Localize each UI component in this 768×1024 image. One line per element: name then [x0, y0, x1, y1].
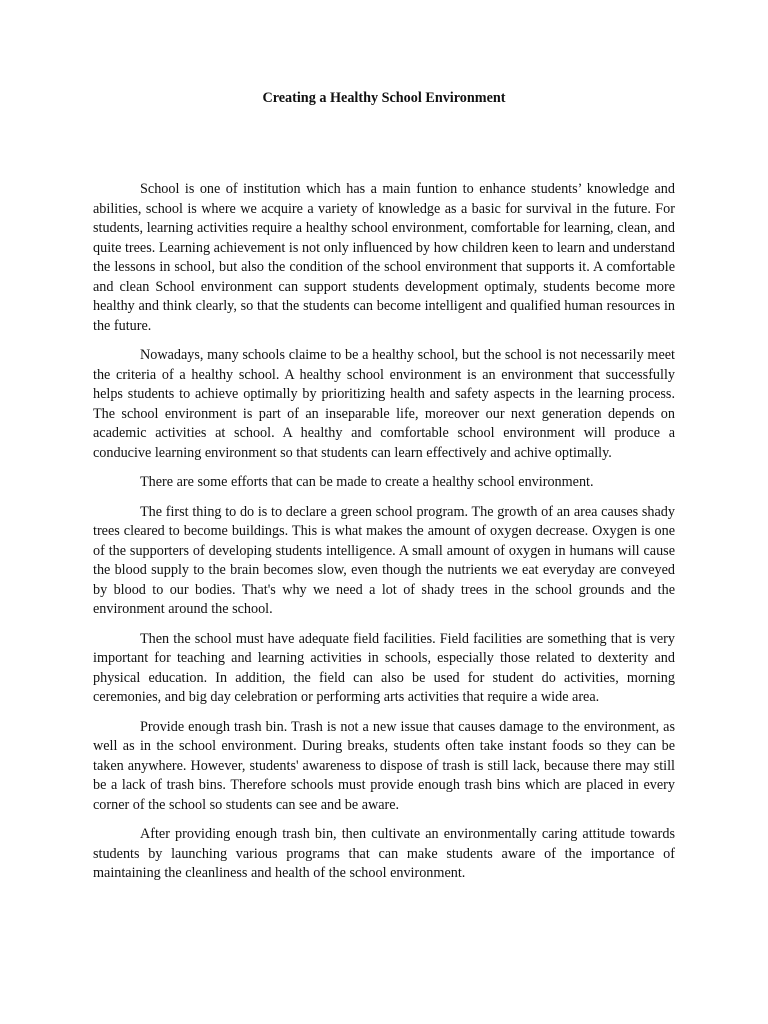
document-title: Creating a Healthy School Environment: [262, 90, 506, 106]
paragraph-healthy-school-criteria: Nowadays, many schools claime to be a healthy school, but the school is not necessarily meet the criteria of a healthy school. A healthy school environment is an environment that successfully helps students to achieve optimally by prioritizing health and safety aspects in the learning process. The school environment is part of an inseparable life, moreover our next generation depends on academic activities at school. A healthy and comfortable school environment will produce a conducive learning environment so that students can learn effectively and achive optimally.: [93, 347, 675, 461]
paragraph-field-facilities: Then the school must have adequate field facilities. Field facilities are something that is very important for teaching and learning activities in schools, especially those related to dexterity and physical education. In addition, the field can also be used for student do activities, morning ceremonies, and big day celebration or performing arts activities that require a wide area.: [93, 630, 675, 705]
paragraph-trash-bins: Provide enough trash bin. Trash is not a new issue that causes damage to the environment, as well as in the school environment. During breaks, students often take instant foods so they can be taken anywhere. However, students' awareness to dispose of trash is still lack, because there may still be a lack of trash bins. Therefore schools must provide enough trash bins which are placed in every corner of the school so students can see and be aware.: [93, 718, 675, 813]
paragraph-efforts-intro: There are some efforts that can be made to create a healthy school environment.: [140, 474, 594, 490]
paragraph-caring-attitude: After providing enough trash bin, then cultivate an environmentally caring attitude towards students by launching various programs that can make students aware of the importance of maintaining the cleanliness and health of the school environment.: [93, 826, 675, 881]
paragraph-intro: School is one of institution which has a main funtion to enhance students’ knowledge and abilities, school is where we acquire a variety of knowledge as a basic for survival in the future. For students, learning activities require a healthy school environment, comfortable for learning, clean, and quite trees. Learning achievement is not only influenced by how children keen to learn and understand the lessons in school, but also the condition of the school environment that supports it. A comfortable and clean School environment can support students development optimaly, students become more healthy and think clearly, so that the students can become intelligent and qualified human resources in the future.: [93, 181, 675, 334]
document-body: [93, 180, 675, 894]
paragraph-green-school: The first thing to do is to declare a green school program. The growth of an area causes shady trees cleared to become buildings. This is what makes the amount of oxygen decrease. Oxygen is one of the supporters of developing students intelligence. A small amount of oxygen in humans will cause the blood supply to the brain becomes slow, even though the nutrients we eat everyday are conveyed by blood to our bodies. That's why we need a lot of shady trees in the school grounds and the environment around the school.: [93, 503, 675, 617]
